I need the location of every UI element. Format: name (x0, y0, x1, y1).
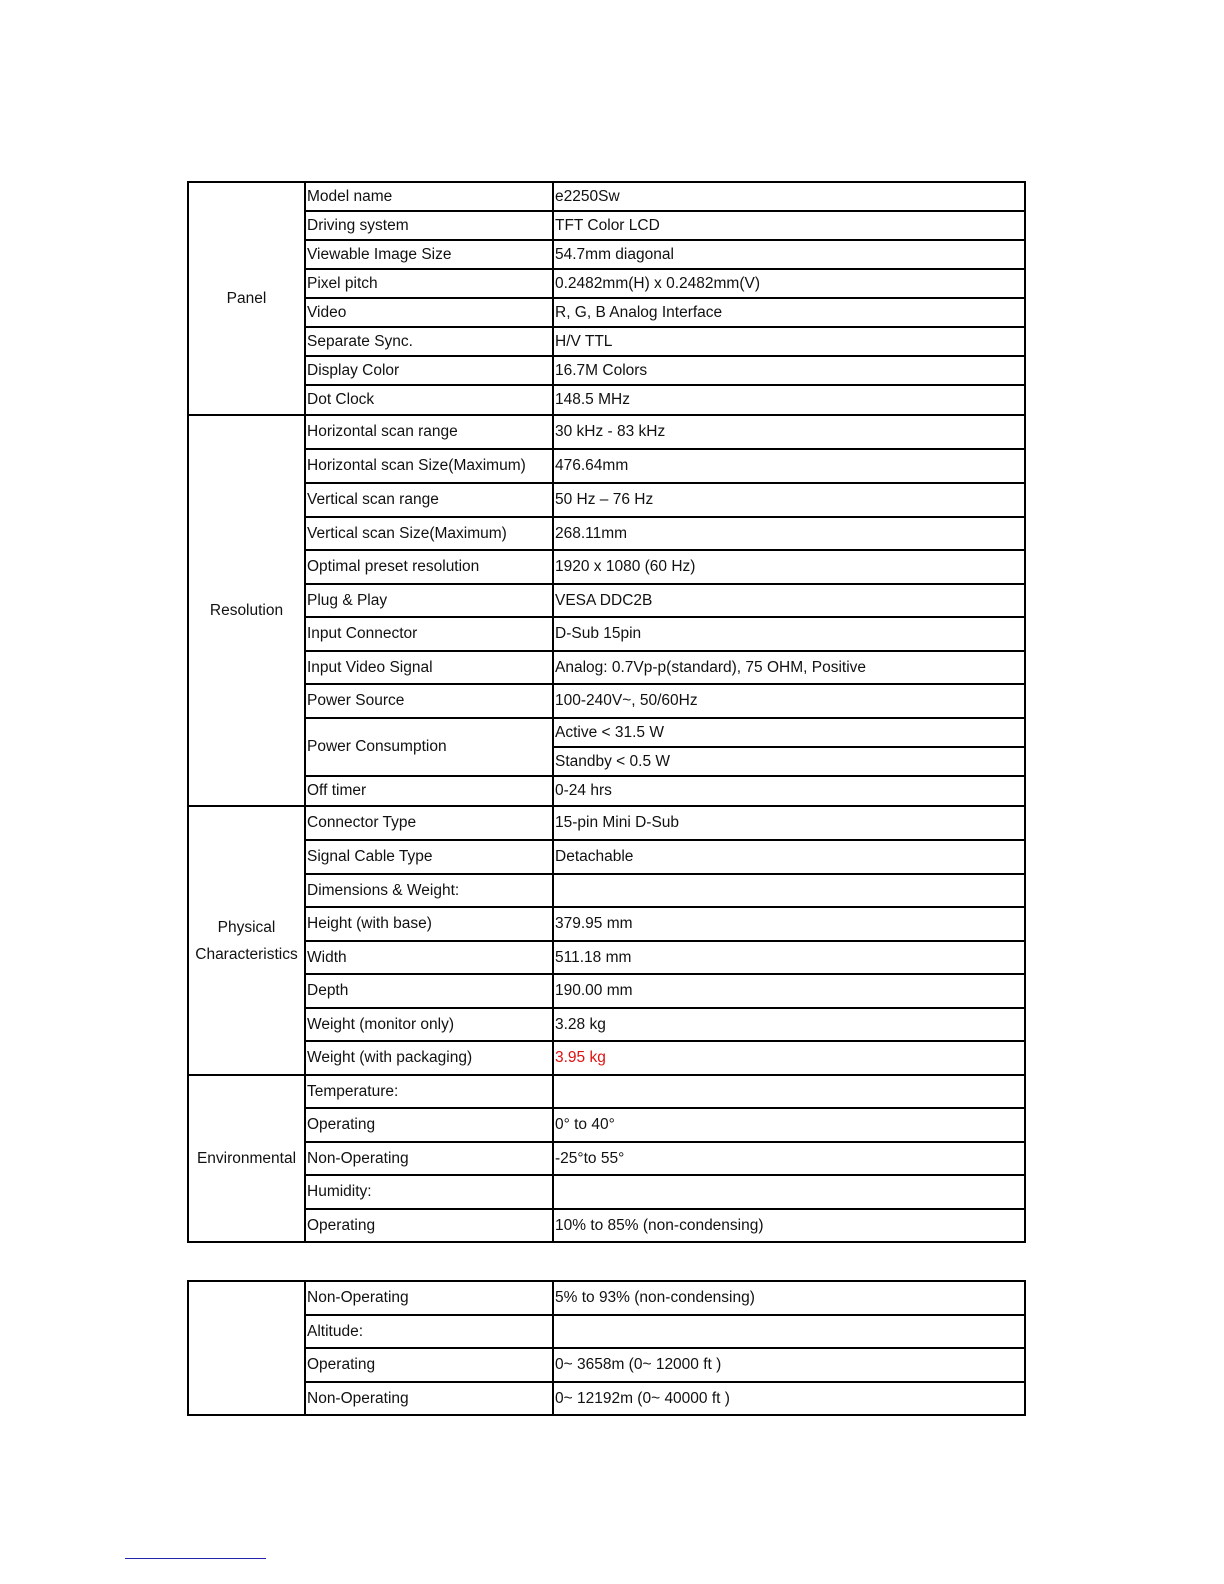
table-row (188, 550, 1025, 584)
spec-value: Standby < 0.5 W (553, 747, 1025, 776)
spec-name: Connector Type (305, 806, 553, 840)
category-physical-line1: Physical (217, 918, 276, 936)
spec-name: Off timer (305, 776, 553, 806)
table-row (188, 211, 1025, 240)
spec-name: Operating (305, 1348, 553, 1382)
spec-value: R, G, B Analog Interface (553, 298, 1025, 327)
footnote-divider (125, 1558, 266, 1559)
spec-name: Driving system (305, 211, 553, 240)
spec-name: Weight (monitor only) (305, 1008, 553, 1041)
spec-name: Model name (305, 182, 553, 211)
table-row (188, 415, 1025, 449)
spec-value: 0-24 hrs (553, 776, 1025, 806)
spec-value: e2250Sw (553, 182, 1025, 211)
spec-value: H/V TTL (553, 327, 1025, 356)
table-row (188, 718, 1025, 747)
spec-name: Vertical scan range (305, 483, 553, 517)
table-row (188, 1008, 1025, 1041)
table-row (188, 1108, 1025, 1142)
spec-name: Dot Clock (305, 385, 553, 415)
table-row (188, 269, 1025, 298)
table-row (188, 1142, 1025, 1175)
spec-value: 3.28 kg (553, 1008, 1025, 1041)
spec-name: Optimal preset resolution (305, 550, 553, 584)
spec-name: Operating (305, 1108, 553, 1142)
spec-value: TFT Color LCD (553, 211, 1025, 240)
spec-table-continued (187, 1280, 1026, 1416)
spec-name: Input Connector (305, 617, 553, 651)
table-row (188, 1382, 1025, 1415)
spec-name: Non-Operating (305, 1142, 553, 1175)
table-row (188, 1315, 1025, 1348)
spec-name: Input Video Signal (305, 651, 553, 684)
spec-name: Temperature: (305, 1075, 553, 1108)
spec-value: -25°to 55° (553, 1142, 1025, 1175)
table-row (188, 840, 1025, 874)
table-row (188, 617, 1025, 651)
spec-value: 0.2482mm(H) x 0.2482mm(V) (553, 269, 1025, 298)
table-row (188, 684, 1025, 718)
spec-name: Non-Operating (305, 1382, 553, 1415)
table-row (188, 806, 1025, 840)
spec-value: 476.64mm (553, 449, 1025, 483)
spec-value (553, 1175, 1025, 1209)
table-row (188, 240, 1025, 269)
spec-name: Operating (305, 1209, 553, 1242)
spec-value: 10% to 85% (non-condensing) (553, 1209, 1025, 1242)
table-row (188, 1175, 1025, 1209)
spec-value: 100-240V~, 50/60Hz (553, 684, 1025, 718)
spec-name: Power Consumption (305, 718, 553, 776)
spec-name: Dimensions & Weight: (305, 874, 553, 907)
table-row (188, 1075, 1025, 1108)
spec-name: Plug & Play (305, 584, 553, 617)
spec-name: Signal Cable Type (305, 840, 553, 874)
table-row (188, 974, 1025, 1008)
spec-value: 190.00 mm (553, 974, 1025, 1008)
spec-name: Weight (with packaging) (305, 1041, 553, 1075)
spec-value: 0~ 3658m (0~ 12000 ft ) (553, 1348, 1025, 1382)
spec-value (553, 874, 1025, 907)
table-row (188, 941, 1025, 974)
category-resolution: Resolution (188, 415, 305, 806)
table-row (188, 356, 1025, 385)
category-environmental: Environmental (188, 1075, 305, 1242)
table-row (188, 298, 1025, 327)
spec-value: Detachable (553, 840, 1025, 874)
spec-value: Analog: 0.7Vp-p(standard), 75 OHM, Positive (553, 651, 1025, 684)
spec-name: Depth (305, 974, 553, 1008)
spec-value: 16.7M Colors (553, 356, 1025, 385)
spec-name: Vertical scan Size(Maximum) (305, 517, 553, 550)
table-row (188, 483, 1025, 517)
spec-value: 15-pin Mini D-Sub (553, 806, 1025, 840)
spec-value: 50 Hz – 76 Hz (553, 483, 1025, 517)
spec-value: 5% to 93% (non-condensing) (553, 1281, 1025, 1315)
table-row (188, 1041, 1025, 1075)
spec-name: Viewable Image Size (305, 240, 553, 269)
table-row (188, 385, 1025, 415)
spec-name: Power Source (305, 684, 553, 718)
spec-name: Width (305, 941, 553, 974)
spec-name: Separate Sync. (305, 327, 553, 356)
table-row (188, 1209, 1025, 1242)
spec-name: Video (305, 298, 553, 327)
table-row (188, 776, 1025, 806)
table-row (188, 449, 1025, 483)
table-row (188, 907, 1025, 941)
spec-value: 54.7mm diagonal (553, 240, 1025, 269)
spec-name: Pixel pitch (305, 269, 553, 298)
spec-value-highlight: 3.95 kg (553, 1041, 1025, 1075)
spec-value: 1920 x 1080 (60 Hz) (553, 550, 1025, 584)
spec-name: Altitude: (305, 1315, 553, 1348)
spec-value: 379.95 mm (553, 907, 1025, 941)
table-row (188, 327, 1025, 356)
spec-value: 511.18 mm (553, 941, 1025, 974)
table-row (188, 584, 1025, 617)
spec-value: D-Sub 15pin (553, 617, 1025, 651)
spec-value (553, 1315, 1025, 1348)
table-row (188, 874, 1025, 907)
spec-value: 268.11mm (553, 517, 1025, 550)
spec-value: Active < 31.5 W (553, 718, 1025, 747)
spec-table-main (187, 181, 1026, 1243)
spec-value: 30 kHz - 83 kHz (553, 415, 1025, 449)
table-row (188, 182, 1025, 211)
table-row (188, 1348, 1025, 1382)
category-physical-line2: Characteristics (195, 945, 298, 963)
spec-name: Horizontal scan Size(Maximum) (305, 449, 553, 483)
spec-value (553, 1075, 1025, 1108)
category-physical (188, 806, 305, 1075)
spec-name: Non-Operating (305, 1281, 553, 1315)
spec-value: VESA DDC2B (553, 584, 1025, 617)
spec-name: Horizontal scan range (305, 415, 553, 449)
spec-name: Humidity: (305, 1175, 553, 1209)
table-row (188, 651, 1025, 684)
category-empty (188, 1281, 305, 1415)
spec-value: 148.5 MHz (553, 385, 1025, 415)
spec-name: Display Color (305, 356, 553, 385)
spec-value: 0° to 40° (553, 1108, 1025, 1142)
category-panel: Panel (188, 182, 305, 415)
table-row (188, 517, 1025, 550)
spec-name: Height (with base) (305, 907, 553, 941)
table-row (188, 1281, 1025, 1315)
spec-value: 0~ 12192m (0~ 40000 ft ) (553, 1382, 1025, 1415)
